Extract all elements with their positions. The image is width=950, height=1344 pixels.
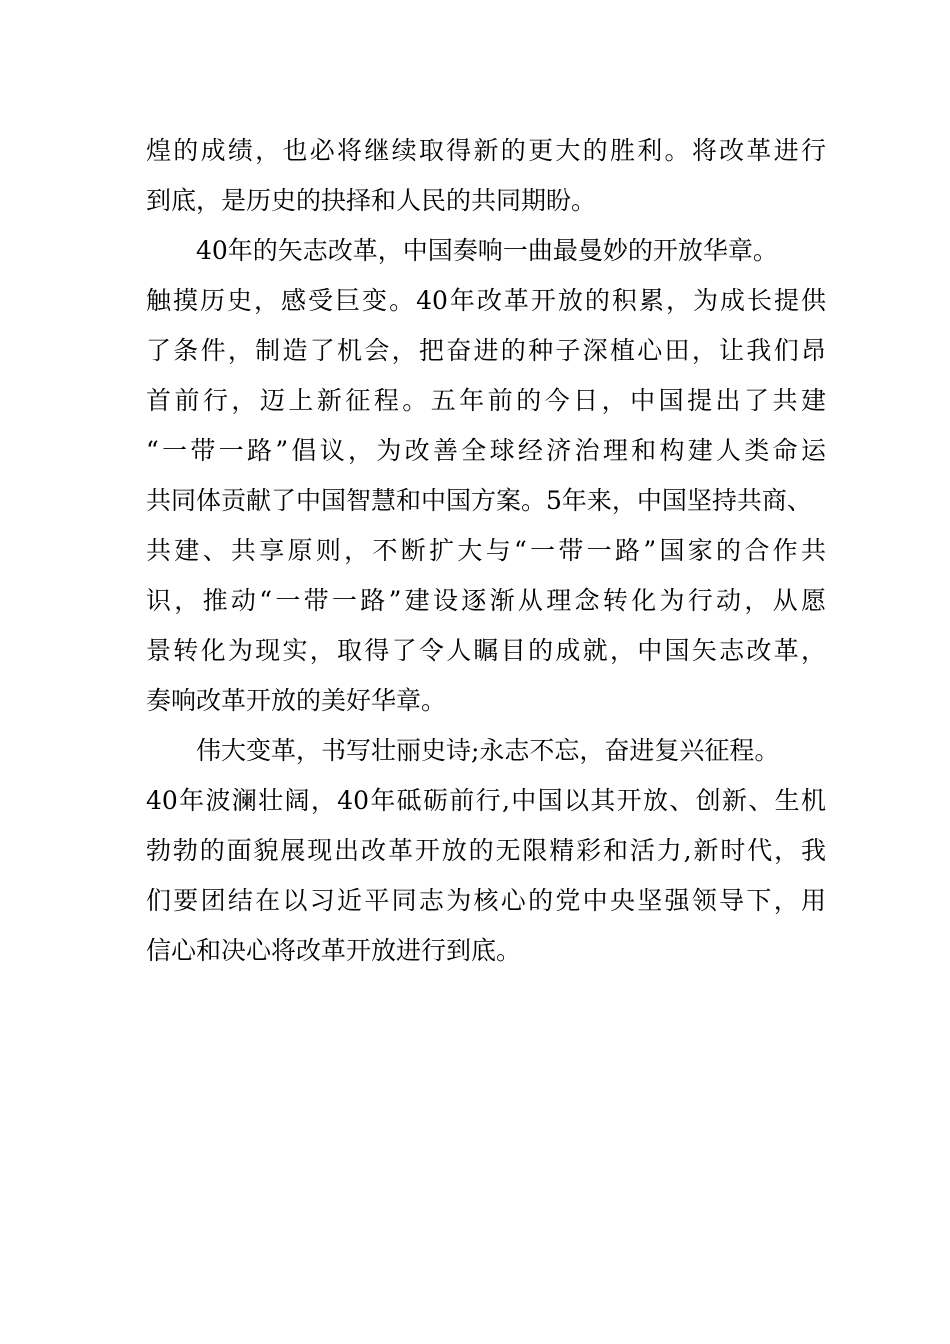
text-line: 首前行，迈上新征程。五年前的今日，中国提出了共建 — [146, 386, 826, 415]
text-line: 奏响改革开放的美好华章。 — [146, 686, 447, 715]
text-line: 触摸历史，感受巨变。40年改革开放的积累，为成长提供 — [146, 286, 826, 315]
text-line: 了条件，制造了机会，把奋进的种子深植心田，让我们昂 — [146, 336, 826, 365]
text-line: 煌的成绩，也必将继续取得新的更大的胜利。将改革进行 — [146, 136, 826, 165]
text-line: 40年波澜壮阔，40年砥砺前行,中国以其开放、创新、生机 — [146, 786, 826, 815]
document-body — [146, 126, 826, 976]
paragraph-start-line: 40年的矢志改革，中国奏响一曲最曼妙的开放华章。 — [196, 236, 778, 265]
text-line: “一带一路”倡议，为改善全球经济治理和构建人类命运 — [146, 436, 826, 465]
text-line: 们要团结在以习近平同志为核心的党中央坚强领导下，用 — [146, 886, 826, 915]
text-line: 信心和决心将改革开放进行到底。 — [146, 936, 522, 965]
text-line: 共同体贡献了中国智慧和中国方案。5年来，中国坚持共商、 — [146, 486, 812, 515]
text-line: 识，推动“一带一路”建设逐渐从理念转化为行动，从愿 — [146, 586, 826, 615]
text-line: 景转化为现实，取得了令人瞩目的成就，中国矢志改革， — [146, 636, 826, 665]
paragraph-start-line: 伟大变革，书写壮丽史诗;永志不忘，奋进复兴征程。 — [196, 736, 780, 765]
text-line: 共建、共享原则，不断扩大与“一带一路”国家的合作共 — [146, 536, 826, 565]
text-line: 到底，是历史的抉择和人民的共同期盼。 — [146, 186, 597, 215]
text-line: 勃勃的面貌展现出改革开放的无限精彩和活力,新时代，我 — [146, 836, 826, 865]
